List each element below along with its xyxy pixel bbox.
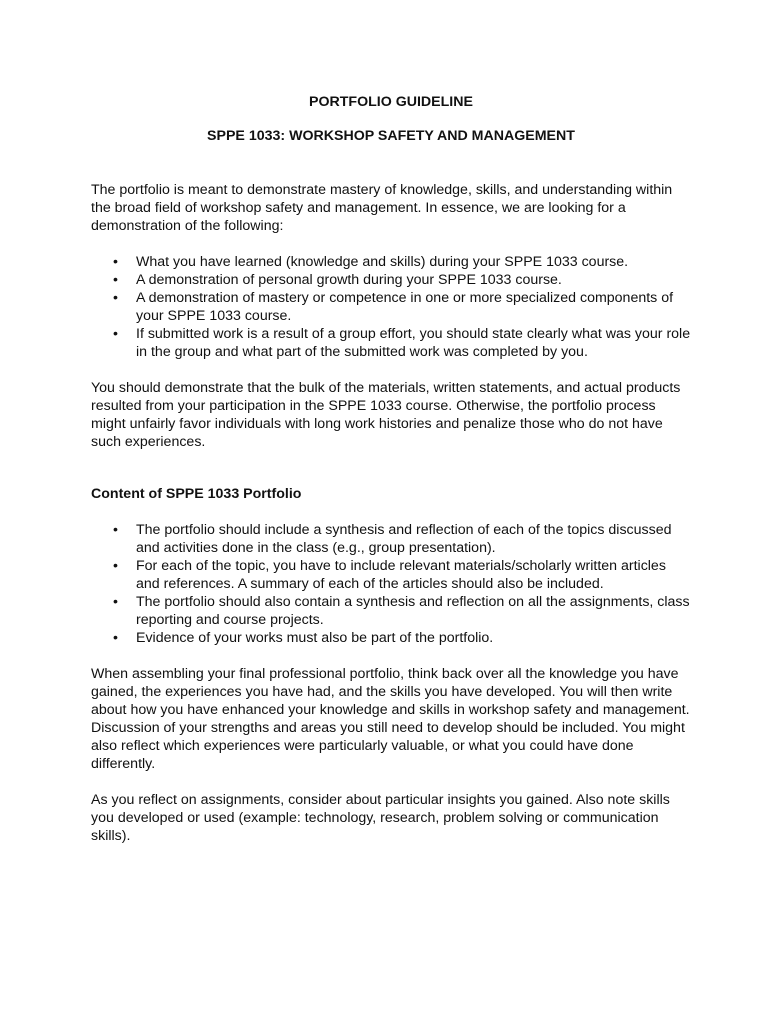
- participation-paragraph: You should demonstrate that the bulk of the materials, written statements, and actual products resulted from your participation in the SPPE 1033 course. Otherwise, the portfolio process might unfairly favor individuals with long work histories and penalize those who do not have such experiences.: [91, 380, 681, 450]
- assembling-paragraph: When assembling your final professional portfolio, think back over all the knowledge you have gained, the experiences you have had, and the skills you have developed. You will then write about how you have enhanced your knowledge and skills in workshop safety and management. Discussion of your strengths and areas you still need to develop should be included. You might also reflect which experiences were particularly valuable, or what you could have done differently.: [91, 666, 690, 772]
- list-item: • The portfolio should also contain a synthesis and reflection on all the assignments, class reporting and course projects.: [136, 593, 691, 629]
- learning-outcomes-list: [91, 253, 691, 361]
- document-page: [91, 93, 691, 845]
- list-item: • A demonstration of personal growth during your SPPE 1033 course.: [136, 271, 691, 289]
- section-heading: Content of SPPE 1033 Portfolio: [91, 486, 302, 502]
- document-title: PORTFOLIO GUIDELINE: [309, 94, 473, 110]
- document-subtitle: SPPE 1033: WORKSHOP SAFETY AND MANAGEMENT: [207, 128, 575, 144]
- portfolio-content-list: [91, 521, 691, 647]
- list-item: • The portfolio should include a synthesis and reflection of each of the topics discussed and activities done in the class (e.g., group presentation).: [136, 521, 691, 557]
- list-item: • A demonstration of mastery or competence in one or more specialized components of your SPPE 1033 course.: [136, 289, 691, 325]
- list-item: • For each of the topic, you have to include relevant materials/scholarly written articles and references. A summary of each of the articles should also be included.: [136, 557, 691, 593]
- list-item: • Evidence of your works must also be part of the portfolio.: [136, 629, 691, 647]
- intro-paragraph: The portfolio is meant to demonstrate mastery of knowledge, skills, and understanding within the broad field of workshop safety and management. In essence, we are looking for a demonstration of the following:: [91, 182, 673, 234]
- list-item: • What you have learned (knowledge and skills) during your SPPE 1033 course.: [136, 253, 691, 271]
- list-item: • If submitted work is a result of a group effort, you should state clearly what was your role in the group and what part of the submitted work was completed by you.: [136, 325, 691, 361]
- reflection-paragraph: As you reflect on assignments, consider about particular insights you gained. Also note skills you developed or used (example: technology, research, problem solving or communication skills).: [91, 792, 670, 844]
